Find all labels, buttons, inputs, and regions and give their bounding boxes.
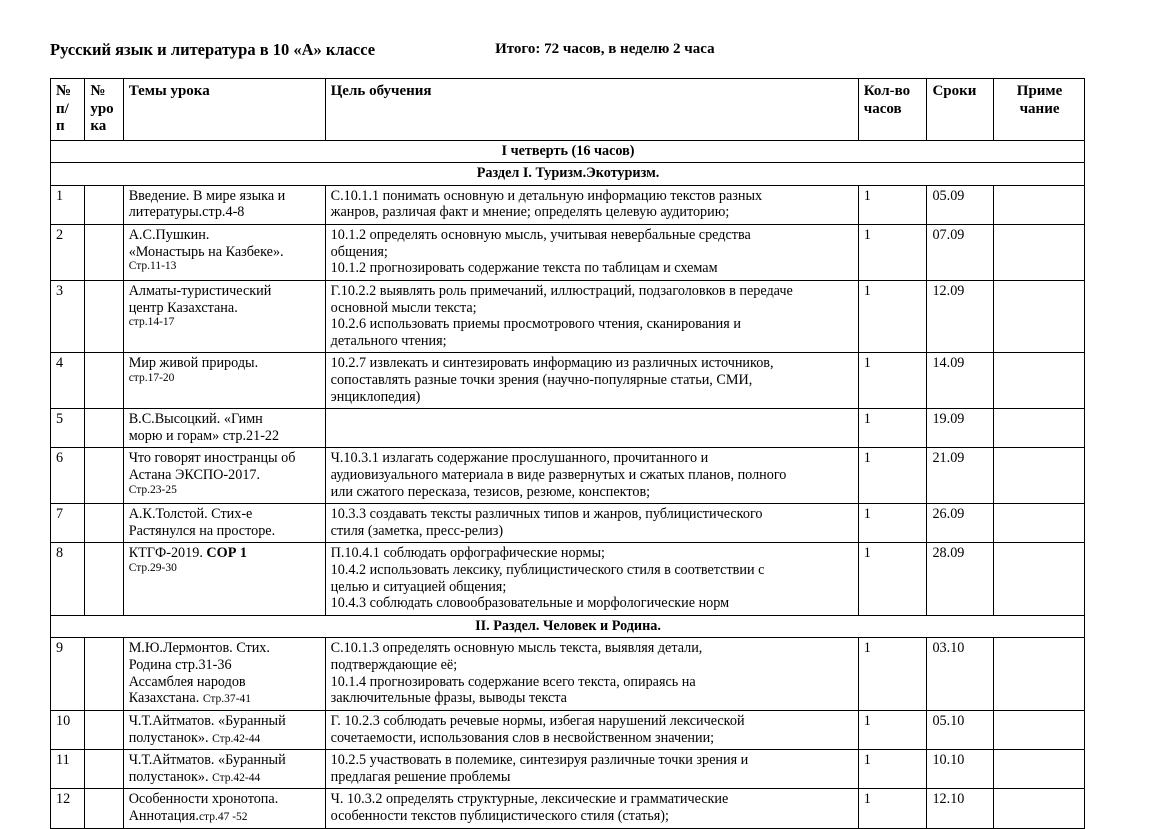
table-header-row <box>51 79 1085 141</box>
goal-text: 10.1.4 прогнозировать содержание всего текста, опираясь на <box>330 673 696 690</box>
header-line: № <box>56 83 72 99</box>
cell-goal <box>325 280 858 352</box>
theme-text: Астана ЭКСПО-2017. <box>128 467 261 483</box>
theme-text: морю и горам» стр.21-22 <box>128 427 280 444</box>
cell-theme <box>123 638 325 710</box>
goal-line <box>331 467 854 484</box>
cell-hours: 1 <box>858 448 927 504</box>
goal-line <box>331 260 854 277</box>
cell-row-number: 1 <box>51 185 85 224</box>
goal-text: энциклопедия) <box>330 388 421 405</box>
theme-line <box>129 674 321 691</box>
cell-hours: 1 <box>858 409 927 448</box>
table-row <box>51 409 1085 448</box>
goal-text: предлагая решение проблемы <box>330 768 511 785</box>
theme-text: Казахстана. <box>128 690 203 707</box>
header-line: уро <box>90 100 114 117</box>
goal-text: Ч.10.3.1 излагать содержание прослушанного, прочитанного и <box>330 450 709 467</box>
theme-text: Стр.23-25 <box>128 483 177 496</box>
theme-text: Ч.Т.Айтматов. «Буранный <box>128 712 286 729</box>
column-header-goal: Цель обучения <box>325 79 858 141</box>
cell-lesson-number <box>85 750 123 789</box>
cell-dates: 10.10 <box>927 750 994 789</box>
cell-theme <box>123 504 325 543</box>
cell-goal <box>325 504 858 543</box>
theme-text: Алматы-туристический <box>128 282 272 299</box>
cell-dates: 19.09 <box>927 409 994 448</box>
cell-note <box>994 543 1085 615</box>
cell-lesson-number <box>85 409 123 448</box>
cell-hours: 1 <box>858 504 927 543</box>
theme-text: Аннотация. <box>128 807 199 824</box>
theme-page-ref: стр.47 -52 <box>198 810 248 823</box>
cell-theme <box>123 448 325 504</box>
goal-line <box>331 372 854 389</box>
table-row <box>51 504 1085 543</box>
theme-text: Что говорят иностранцы об <box>128 450 296 467</box>
table-row <box>51 448 1085 504</box>
theme-line <box>129 316 321 329</box>
table-body <box>51 140 1085 828</box>
cell-row-number: 10 <box>51 710 85 749</box>
cell-goal <box>325 710 858 749</box>
goal-line <box>331 484 854 501</box>
section-title-row <box>51 163 1085 186</box>
goal-line <box>331 595 854 612</box>
theme-text: Ч.Т.Айтматов. «Буранный <box>128 752 286 769</box>
cell-row-number: 9 <box>51 638 85 710</box>
cell-note <box>994 448 1085 504</box>
cell-hours: 1 <box>858 225 927 281</box>
cell-theme <box>123 280 325 352</box>
theme-text: КТГФ-2019. <box>128 545 207 562</box>
goal-line <box>331 579 854 596</box>
goal-text: 10.1.2 определять основную мысль, учитывая невербальные средства <box>330 227 751 244</box>
cell-goal <box>325 638 858 710</box>
goal-text: стиля (заметка, пресс-релиз) <box>330 522 504 539</box>
goal-line <box>331 523 854 540</box>
theme-line <box>129 372 321 385</box>
theme-text: Введение. В мире языка и <box>128 187 286 204</box>
theme-emphasis: СОР 1 <box>206 545 248 562</box>
cell-lesson-number <box>85 448 123 504</box>
table-row <box>51 353 1085 409</box>
theme-line <box>129 713 321 730</box>
cell-dates: 07.09 <box>927 225 994 281</box>
column-header-note <box>994 79 1085 141</box>
header-line: п/ <box>56 100 69 117</box>
cell-dates: 21.09 <box>927 448 994 504</box>
cell-note <box>994 225 1085 281</box>
goal-text: С.10.1.1 понимать основную и детальную информацию текстов разных <box>330 187 763 204</box>
cell-dates: 12.09 <box>927 280 994 352</box>
cell-goal <box>325 185 858 224</box>
cell-theme <box>123 543 325 615</box>
theme-text: центр Казахстана. <box>128 299 238 316</box>
goal-line <box>331 188 854 205</box>
table-row <box>51 280 1085 352</box>
theme-text: полустанок». <box>128 729 213 746</box>
cell-goal <box>325 448 858 504</box>
cell-goal <box>325 750 858 789</box>
header-line: Приме <box>1016 83 1063 99</box>
table-head <box>51 79 1085 141</box>
cell-lesson-number <box>85 225 123 281</box>
header-line: № <box>90 83 106 99</box>
cell-hours: 1 <box>858 185 927 224</box>
theme-page-ref: Стр.42-44 <box>212 732 261 745</box>
table-row <box>51 710 1085 749</box>
cell-lesson-number <box>85 280 123 352</box>
cell-lesson-number <box>85 353 123 409</box>
goal-line <box>331 713 854 730</box>
cell-theme <box>123 409 325 448</box>
cell-row-number: 2 <box>51 225 85 281</box>
theme-line <box>129 640 321 657</box>
goal-line <box>331 791 854 808</box>
theme-line <box>129 428 321 445</box>
cell-hours: 1 <box>858 750 927 789</box>
table-row <box>51 543 1085 615</box>
section-title: II. Раздел. Человек и Родина. <box>51 615 1085 638</box>
goal-line <box>331 730 854 747</box>
goal-text: подтверждающие её; <box>330 657 458 674</box>
cell-theme <box>123 185 325 224</box>
theme-line <box>129 808 321 825</box>
cell-note <box>994 185 1085 224</box>
goal-line <box>331 389 854 406</box>
cell-note <box>994 638 1085 710</box>
cell-theme <box>123 353 325 409</box>
goal-text: 10.4.3 соблюдать словообразовательные и морфологические норм <box>330 595 730 612</box>
header-line: часов <box>863 100 902 117</box>
header-line: ка <box>90 118 107 135</box>
header-line: п <box>56 118 65 135</box>
total-hours-label: Итого: 72 часов, в неделю 2 часа <box>495 41 715 57</box>
cell-hours: 1 <box>858 280 927 352</box>
section-title-row <box>51 615 1085 638</box>
goal-line <box>331 244 854 261</box>
cell-note <box>994 409 1085 448</box>
goal-text: 10.4.2 использовать лексику, публицистического стиля в соответствии с <box>330 562 765 579</box>
column-header-lesson-num <box>85 79 123 141</box>
theme-text: Растянулся на просторе. <box>128 522 276 539</box>
goal-text: или сжатого пересказа, тезисов, резюме, конспектов; <box>330 483 651 500</box>
theme-line <box>129 355 321 372</box>
cell-row-number: 4 <box>51 353 85 409</box>
cell-hours: 1 <box>858 353 927 409</box>
theme-line <box>129 506 321 523</box>
table-row <box>51 750 1085 789</box>
table-row <box>51 789 1085 828</box>
cell-lesson-number <box>85 185 123 224</box>
theme-text: стр.14-17 <box>128 316 175 329</box>
goal-text: 10.2.6 использовать приемы просмотрового чтения, сканирования и <box>330 316 741 333</box>
goal-text: заключительные фразы, выводы текста <box>330 690 567 707</box>
theme-text: А.К.Толстой. Стих-е <box>128 506 253 523</box>
column-header-num <box>51 79 85 141</box>
goal-line <box>331 752 854 769</box>
table-row <box>51 225 1085 281</box>
cell-theme <box>123 225 325 281</box>
goal-line <box>331 640 854 657</box>
goal-line <box>331 562 854 579</box>
theme-text: стр.17-20 <box>128 371 175 384</box>
theme-page-ref: Стр.42-44 <box>212 771 261 784</box>
theme-page-ref: Стр.37-41 <box>202 693 251 706</box>
cell-row-number: 7 <box>51 504 85 543</box>
theme-text: литературы.стр.4-8 <box>128 204 245 221</box>
theme-text: «Монастырь на Казбеке». <box>128 243 284 260</box>
goal-text: детального чтения; <box>330 332 447 349</box>
goal-line <box>331 316 854 333</box>
cell-dates: 05.10 <box>927 710 994 749</box>
goal-text: жанров, различая факт и мнение; определять целевую аудиторию; <box>330 204 730 221</box>
goal-line <box>331 227 854 244</box>
theme-line <box>129 730 321 747</box>
column-header-dates: Сроки <box>927 79 994 141</box>
goal-text: целью и ситуацией общения; <box>330 578 507 595</box>
cell-lesson-number <box>85 789 123 828</box>
cell-dates: 05.09 <box>927 185 994 224</box>
goal-line <box>331 657 854 674</box>
cell-theme <box>123 710 325 749</box>
goal-text: общения; <box>330 243 388 260</box>
cell-lesson-number <box>85 504 123 543</box>
goal-text: основной мысли текста; <box>330 299 477 316</box>
quarter-title: I четверть (16 часов) <box>51 140 1085 163</box>
theme-line <box>129 523 321 540</box>
cell-row-number: 5 <box>51 409 85 448</box>
table-row <box>51 638 1085 710</box>
theme-line <box>129 450 321 467</box>
goal-text: 10.2.5 участвовать в полемике, синтезируя различные точки зрения и <box>330 752 749 769</box>
theme-text: полустанок». <box>128 768 213 785</box>
theme-line <box>129 769 321 786</box>
cell-hours: 1 <box>858 543 927 615</box>
goal-line <box>331 769 854 786</box>
theme-text: М.Ю.Лермонтов. Стих. <box>128 640 270 657</box>
goal-text: Г.10.2.2 выявлять роль примечаний, иллюстраций, подзаголовков в передаче <box>330 282 793 299</box>
cell-dates: 14.09 <box>927 353 994 409</box>
theme-text: А.С.Пушкин. <box>128 227 210 244</box>
theme-line <box>129 260 321 273</box>
goal-text: 10.1.2 прогнозировать содержание текста по таблицам и схемам <box>330 260 718 277</box>
goal-line <box>331 545 854 562</box>
cell-row-number: 8 <box>51 543 85 615</box>
cell-goal <box>325 353 858 409</box>
lesson-plan-table <box>50 78 1085 829</box>
theme-line <box>129 467 321 484</box>
goal-line <box>331 333 854 350</box>
goal-text: 10.2.7 извлекать и синтезировать информацию из различных источников, <box>330 355 774 372</box>
cell-hours: 1 <box>858 710 927 749</box>
theme-line <box>129 752 321 769</box>
theme-line <box>129 791 321 808</box>
theme-line <box>129 188 321 205</box>
theme-text: Особенности хронотопа. <box>128 791 279 808</box>
goal-line <box>331 283 854 300</box>
goal-line <box>331 450 854 467</box>
document-header <box>50 40 1120 60</box>
theme-text: Ассамблея народов <box>128 673 246 690</box>
theme-text: Мир живой природы. <box>128 355 259 372</box>
theme-line <box>129 244 321 261</box>
theme-line <box>129 545 321 562</box>
goal-line <box>331 690 854 707</box>
cell-note <box>994 789 1085 828</box>
goal-line <box>331 204 854 221</box>
cell-dates: 03.10 <box>927 638 994 710</box>
cell-row-number: 12 <box>51 789 85 828</box>
cell-note <box>994 280 1085 352</box>
theme-text: Родина стр.31-36 <box>128 657 232 674</box>
goal-line <box>331 808 854 825</box>
theme-line <box>129 283 321 300</box>
goal-text: сопоставлять разные точки зрения (научно-популярные статьи, СМИ, <box>330 371 753 388</box>
cell-goal <box>325 225 858 281</box>
table-row <box>51 185 1085 224</box>
goal-text: С.10.1.3 определять основную мысль текста, выявляя детали, <box>330 640 703 657</box>
goal-text: Г. 10.2.3 соблюдать речевые нормы, избегая нарушений лексической <box>330 712 745 729</box>
cell-note <box>994 710 1085 749</box>
theme-line <box>129 227 321 244</box>
goal-line <box>331 674 854 691</box>
cell-lesson-number <box>85 543 123 615</box>
header-line: Кол-во <box>863 83 911 99</box>
page-title: Русский язык и литература в 10 «А» классе <box>50 40 376 59</box>
cell-note <box>994 353 1085 409</box>
cell-lesson-number <box>85 710 123 749</box>
cell-goal <box>325 789 858 828</box>
theme-line <box>129 300 321 317</box>
goal-line <box>331 300 854 317</box>
theme-line <box>129 657 321 674</box>
theme-line <box>129 690 321 707</box>
cell-dates: 26.09 <box>927 504 994 543</box>
cell-goal <box>325 543 858 615</box>
cell-row-number: 11 <box>51 750 85 789</box>
goal-text: аудиовизуального материала в виде развернутых и сжатых планов, полного <box>330 467 787 483</box>
quarter-title-row <box>51 140 1085 163</box>
goal-line <box>331 506 854 523</box>
cell-goal <box>325 409 858 448</box>
goal-text: Ч. 10.3.2 определять структурные, лексические и грамматические <box>330 791 729 808</box>
section-title: Раздел I. Туризм.Экотуризм. <box>51 163 1085 186</box>
header-line: чание <box>1019 100 1060 117</box>
cell-theme <box>123 750 325 789</box>
theme-text: В.С.Высоцкий. «Гимн <box>128 411 263 428</box>
goal-text: 10.3.3 создавать тексты различных типов и жанров, публицистического <box>330 506 763 523</box>
theme-line <box>129 484 321 497</box>
cell-row-number: 3 <box>51 280 85 352</box>
cell-dates: 28.09 <box>927 543 994 615</box>
goal-line <box>331 355 854 372</box>
cell-note <box>994 750 1085 789</box>
goal-text: П.10.4.1 соблюдать орфографические нормы; <box>330 545 605 562</box>
cell-theme <box>123 789 325 828</box>
theme-line <box>129 562 321 575</box>
theme-text: Стр.11-13 <box>128 260 177 273</box>
goal-text: особенности текстов публицистического стиля (статья); <box>330 807 669 824</box>
theme-line <box>129 411 321 428</box>
cell-hours: 1 <box>858 638 927 710</box>
cell-note <box>994 504 1085 543</box>
goal-text: сочетаемости, использования слов в несвойственном значении; <box>330 729 715 746</box>
theme-line <box>129 204 321 221</box>
column-header-hours <box>858 79 927 141</box>
cell-row-number: 6 <box>51 448 85 504</box>
column-header-theme: Темы урока <box>123 79 325 141</box>
cell-hours: 1 <box>858 789 927 828</box>
cell-dates: 12.10 <box>927 789 994 828</box>
cell-lesson-number <box>85 638 123 710</box>
theme-text: Стр.29-30 <box>128 562 177 575</box>
